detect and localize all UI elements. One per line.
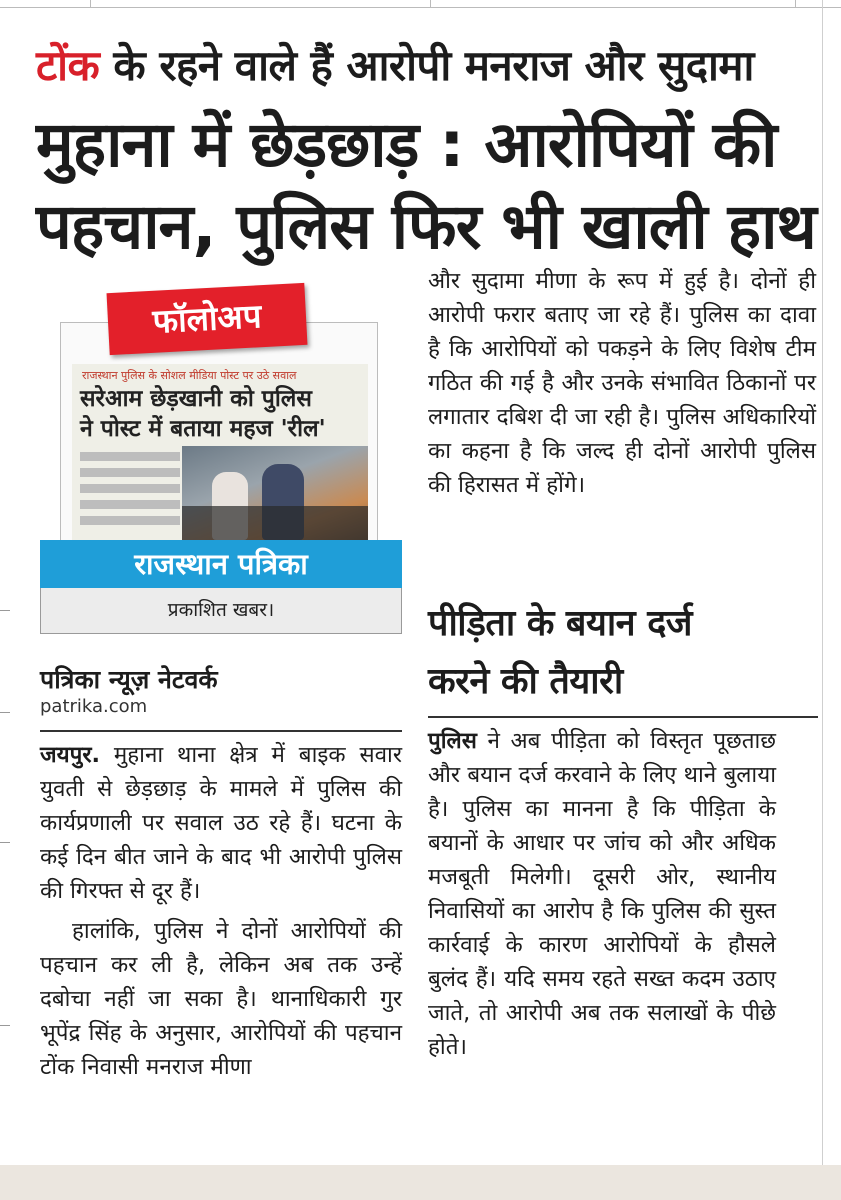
section-lead: पुलिस bbox=[428, 728, 477, 754]
subheading bbox=[428, 595, 816, 711]
byline-rule bbox=[40, 730, 402, 732]
article-paragraph-4 bbox=[428, 724, 776, 1064]
article-paragraph-2: हालांकि, पुलिस ने दोनों आरोपियों की पहचान कर ली है, लेकिन अब तक उन्हें दबोचा नहीं जा सका है। थानाधिकारी गुर भूपेंद्र सिंह के अनुसार, आरोपियों की पहचान टोंक निवासी मनराज मीणा bbox=[40, 918, 402, 1080]
paragraph-1-text: मुहाना थाना क्षेत्र में बाइक सवार युवती से छेड़छाड़ के मामले में पुलिस की कार्यप्रणाली पर सवाल उठ रहे हैं। घटना के कई दिन बीत जाने के बाद भी आरोपी पुलिस की गिरफ्त से दूर हैं। bbox=[40, 742, 402, 904]
clipping-headline-line-1: सरेआम छेड़खानी को पुलिस bbox=[80, 386, 312, 412]
article-column-1 bbox=[40, 738, 402, 1084]
headline-line-1: मुहाना में छेड़छाड़ : आरोपियों की bbox=[36, 108, 777, 181]
clipping-text-line bbox=[80, 452, 180, 461]
clipping-photo bbox=[182, 446, 368, 540]
kicker-text: के रहने वाले हैं आरोपी मनराज और सुदामा bbox=[99, 41, 754, 90]
dateline: जयपुर. bbox=[40, 742, 100, 768]
kicker-line bbox=[36, 36, 816, 102]
article-paragraph-3: और सुदामा मीणा के रूप में हुई है। दोनों ही आरोपी फरार बताए जा रहे हैं। पुलिस का दावा है कि आरोपियों को पकड़ने के लिए विशेष टीम गठित की गई है और उनके संभावित ठिकानों पर लगातार दबिश दी जा रही है। पुलिस अधिकारियों का कहना है कि जल्द ही दोनों आरोपी पुलिस की हिरासत में होंगे। bbox=[428, 268, 816, 498]
followup-badge: फॉलोअप bbox=[107, 283, 308, 355]
margin-mark bbox=[0, 1025, 10, 1026]
subheading-line-1: पीड़िता के बयान दर्ज bbox=[428, 603, 693, 644]
byline: पत्रिका न्यूज़ नेटवर्क bbox=[40, 665, 218, 694]
clipping-kicker: राजस्थान पुलिस के सोशल मीडिया पोस्ट पर उठे सवाल bbox=[82, 369, 297, 382]
article-column-2-lower bbox=[428, 724, 776, 1064]
subhead-rule bbox=[428, 716, 818, 718]
article-column-2 bbox=[428, 264, 816, 502]
subheading-line-2: करने की तैयारी bbox=[428, 661, 623, 702]
clipping-headline bbox=[80, 384, 360, 444]
bottom-band bbox=[0, 1165, 841, 1200]
clipping-text-line bbox=[80, 468, 180, 477]
paragraph-4-text: ने अब पीड़िता को विस्तृत पूछताछ और बयान दर्ज करवाने के लिए थाने बुलाया है। पुलिस का मानना है कि पीड़िता के बयानों के आधार पर जांच को और अधिक मजबूती मिलेगी। दूसरी ओर, स्थानीय निवासियों का आरोप है कि पुलिस की सुस्त कार्रवाई के कारण आरोपियों के हौसले बुलंद हैं। यदि समय रहते सख्त कदम उठाए जाते, तो आरोपी अब तक सलाखों के पीछे होते। bbox=[428, 728, 776, 1060]
margin-mark bbox=[0, 610, 10, 611]
right-column-rule bbox=[822, 0, 823, 1165]
headline bbox=[36, 104, 816, 268]
clipping-headline-line-2: ने पोस्ट में बताया महज 'रील' bbox=[80, 416, 326, 442]
clipping-text-line bbox=[80, 500, 180, 509]
newspaper-clipping bbox=[72, 364, 368, 540]
article-paragraph-1 bbox=[40, 738, 402, 908]
margin-mark bbox=[0, 712, 10, 713]
clipping-text-line bbox=[80, 516, 180, 525]
photo-caption: प्रकाशित खबर। bbox=[40, 588, 402, 634]
site-url: patrika.com bbox=[40, 696, 148, 717]
clipping-text-line bbox=[80, 484, 180, 493]
kicker-highlight: टोंक bbox=[36, 41, 100, 90]
headline-line-2: पहचान, पुलिस फिर भी खाली हाथ bbox=[36, 190, 816, 263]
margin-mark bbox=[0, 842, 10, 843]
paper-name-bar: राजस्थान पत्रिका bbox=[40, 540, 402, 588]
top-page-rule bbox=[0, 0, 841, 8]
